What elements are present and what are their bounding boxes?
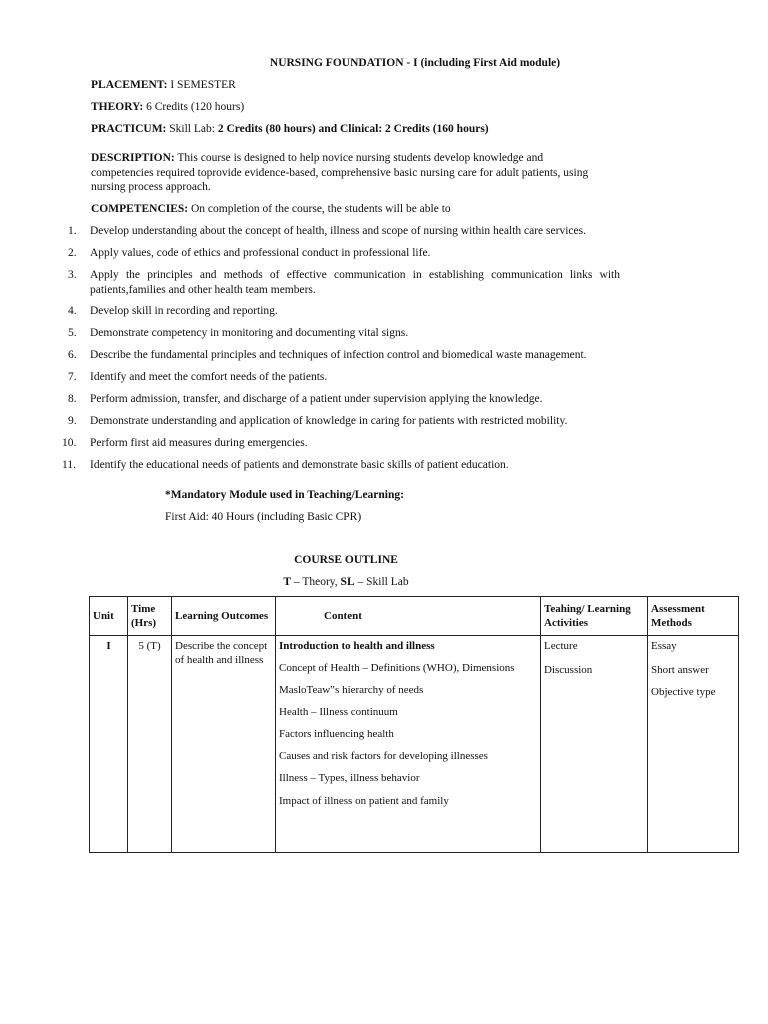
description-text: This course is designed to help novice nursing students develop knowledge and competencies required toprovide evidence-based, comprehensive basic nursing care for adult patients, using nursing process approach. bbox=[91, 152, 589, 194]
content-item: Illness – Types, illness behavior bbox=[279, 772, 420, 785]
header-activities: Teahing/ Learning Activities bbox=[541, 597, 648, 636]
item-number: 1. bbox=[68, 225, 77, 237]
item-text: Identify the educational needs of patients and demonstrate basic skills of patient education. bbox=[90, 459, 509, 471]
course-outline-table bbox=[89, 596, 739, 853]
item-text: Develop skill in recording and reporting. bbox=[90, 305, 278, 317]
item-number: 7. bbox=[68, 371, 77, 383]
content-heading: Introduction to health and illness bbox=[279, 640, 435, 652]
first-aid-hours: First Aid: 40 Hours (including Basic CPR) bbox=[165, 511, 362, 523]
placement-value: I SEMESTER bbox=[170, 79, 236, 91]
item-number: 11. bbox=[62, 459, 76, 471]
competencies-intro: On completion of the course, the students will be able to bbox=[191, 203, 451, 215]
content-item: Health – Illness continuum bbox=[279, 706, 398, 719]
cell-activities bbox=[541, 636, 648, 853]
document-title: NURSING FOUNDATION - I (including First Aid module) bbox=[269, 57, 561, 69]
item-number: 10. bbox=[62, 437, 77, 449]
table-header-row bbox=[90, 597, 739, 636]
practicum-line bbox=[91, 122, 489, 137]
practicum-label: PRACTICUM: bbox=[91, 123, 167, 135]
placement-label: PLACEMENT: bbox=[91, 79, 168, 91]
course-outline-title: COURSE OUTLINE bbox=[294, 554, 398, 566]
cell-learning-outcome: Describe the concept of health and illness bbox=[172, 636, 276, 853]
legend-skill-text: – Skill Lab bbox=[354, 576, 409, 588]
description-label: DESCRIPTION: bbox=[91, 152, 175, 164]
assessment-item: Essay bbox=[651, 640, 677, 652]
activity-item: Lecture bbox=[544, 640, 578, 652]
header-unit: Unit bbox=[90, 597, 128, 636]
description bbox=[91, 151, 591, 195]
item-number: 5. bbox=[68, 327, 77, 339]
item-number: 6. bbox=[68, 349, 77, 361]
table-row bbox=[90, 636, 739, 853]
cell-time: 5 (T) bbox=[128, 636, 172, 853]
item-text: Develop understanding about the concept of health, illness and scope of nursing within health care services. bbox=[90, 225, 586, 237]
item-number: 2. bbox=[68, 247, 77, 259]
item-number: 4. bbox=[68, 305, 77, 317]
cell-content bbox=[276, 636, 541, 853]
legend-theory-text: – Theory, bbox=[291, 576, 341, 588]
theory-label: THEORY: bbox=[91, 101, 144, 113]
header-assessment: Assessment Methods bbox=[648, 597, 739, 636]
content-item: Causes and risk factors for developing illnesses bbox=[279, 750, 488, 763]
assessment-item: Short answer bbox=[651, 664, 709, 677]
legend-theory-abbr: T bbox=[283, 576, 292, 588]
item-text: Demonstrate understanding and application of knowledge in caring for patients with restricted mobility. bbox=[90, 415, 568, 427]
content-item: Impact of illness on patient and family bbox=[279, 794, 449, 807]
item-text: Describe the fundamental principles and techniques of infection control and biomedical waste management. bbox=[90, 349, 587, 361]
content-item: Concept of Health – Definitions (WHO), Dimensions bbox=[279, 662, 515, 675]
header-content: Content bbox=[276, 597, 541, 636]
competencies-label: COMPETENCIES: bbox=[91, 203, 189, 215]
clinical-credits: 2 Credits (160 hours) bbox=[385, 123, 489, 135]
header-learning-outcomes: Learning Outcomes bbox=[172, 597, 276, 636]
content-item: MasloTeaw‟s hierarchy of needs bbox=[279, 684, 424, 697]
theory-value: 6 Credits (120 hours) bbox=[146, 101, 245, 113]
item-text: Perform admission, transfer, and discharge of a patient under supervision applying the knowledge. bbox=[90, 393, 543, 405]
theory-line bbox=[91, 100, 244, 115]
legend-skill-abbr: SL bbox=[340, 576, 355, 588]
item-text: Apply the principles and methods of effective communication in establishing communication links with patients,families and other health team members. bbox=[90, 269, 620, 296]
item-number: 9. bbox=[68, 415, 77, 427]
item-text: Apply values, code of ethics and professional conduct in professional life. bbox=[90, 247, 431, 259]
item-text: Demonstrate competency in monitoring and documenting vital signs. bbox=[90, 327, 409, 339]
cell-unit: I bbox=[90, 636, 128, 853]
course-outline-legend bbox=[0, 575, 692, 590]
content-item: Factors influencing health bbox=[279, 728, 394, 741]
header-time: Time (Hrs) bbox=[128, 597, 172, 636]
mandatory-module-heading: *Mandatory Module used in Teaching/Learning: bbox=[165, 489, 404, 501]
item-number: 8. bbox=[68, 393, 77, 405]
skill-lab-label: Skill Lab: bbox=[169, 123, 215, 135]
placement-line bbox=[91, 78, 236, 93]
item-number: 3. bbox=[68, 269, 77, 281]
cell-assessment bbox=[648, 636, 739, 853]
clinical-label: Clinical: bbox=[339, 123, 383, 135]
activity-item: Discussion bbox=[544, 664, 593, 677]
competencies-heading bbox=[91, 202, 451, 217]
assessment-item: Objective type bbox=[651, 686, 716, 699]
item-text: Identify and meet the comfort needs of the patients. bbox=[90, 371, 328, 383]
skill-lab-credits: 2 Credits (80 hours) and bbox=[217, 123, 338, 135]
item-text: Perform first aid measures during emergencies. bbox=[90, 437, 308, 449]
